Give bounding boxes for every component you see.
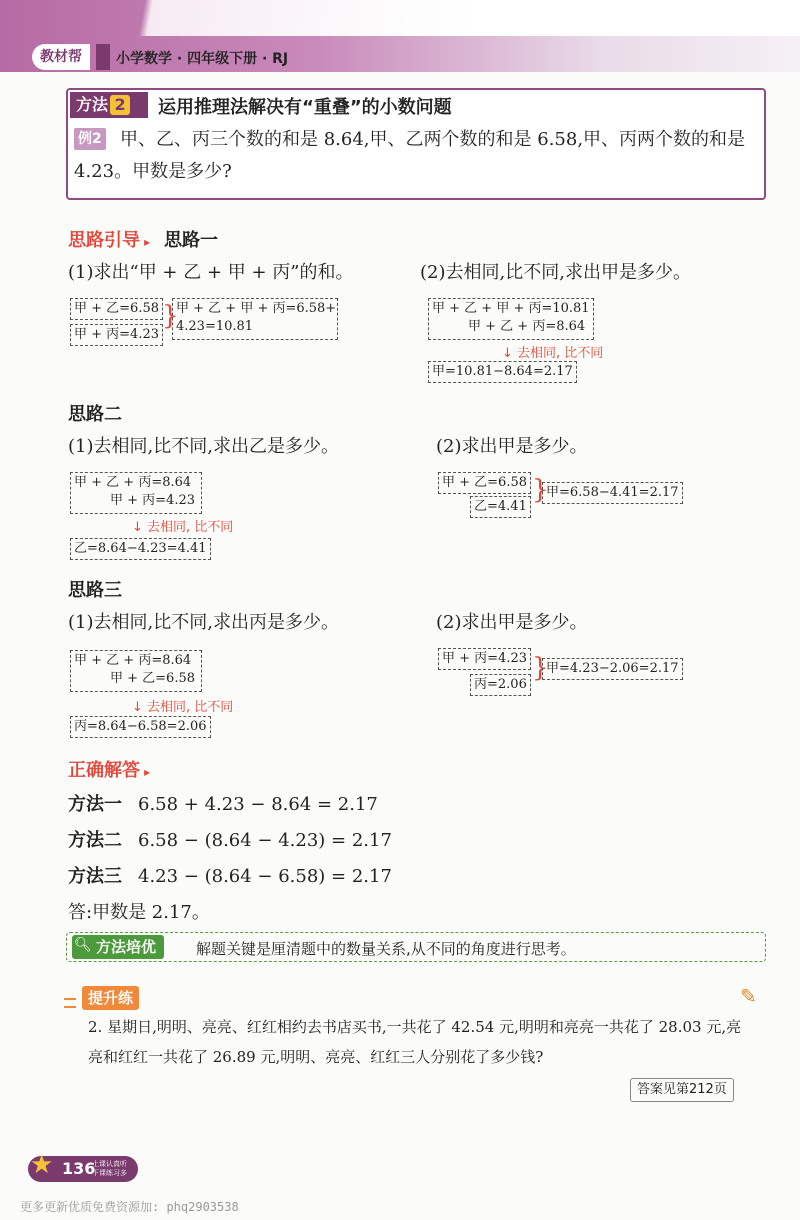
idea1-step2: (2)去相同,比不同,求出甲是多少。 xyxy=(420,262,691,283)
pencil-icon: ✎ xyxy=(740,984,757,1008)
eq-idea3-line2: 甲 + 乙=6.58 xyxy=(110,671,195,686)
method3-label: 方法三 xyxy=(68,866,122,887)
practice-tag: 提升练 xyxy=(82,986,139,1010)
tip-text: 解题关键是厘清题中的数量关系,从不同的角度进行思考。 xyxy=(196,940,576,958)
eq-idea3-final: 甲=4.23−2.06=2.17 xyxy=(542,658,683,680)
eq-idea3-line1: 甲 + 乙 + 丙=8.64 xyxy=(74,653,192,668)
eq-idea1-box xyxy=(428,298,594,340)
eq-idea2-line2: 甲 + 丙=4.23 xyxy=(110,493,195,508)
eq-idea2-line1: 甲 + 乙 + 丙=8.64 xyxy=(74,475,192,490)
method3-expr: 4.23 − (8.64 − 6.58) = 2.17 xyxy=(138,866,392,887)
brace-icon: } xyxy=(162,301,179,331)
footer-watermark: 更多更新优质免费资源加: phq2903538 xyxy=(20,1200,239,1214)
idea2-title: 思路二 xyxy=(68,404,122,425)
idea1-title: 思路一 xyxy=(164,230,218,251)
brace-icon: } xyxy=(532,475,549,505)
eq-idea3-result: 丙=8.64−6.58=2.06 xyxy=(70,716,211,738)
eq-idea3-box xyxy=(70,650,202,692)
eq-idea1-line1: 甲 + 乙 + 甲 + 丙=10.81 xyxy=(432,301,590,316)
down-arrow-icon: ↓ xyxy=(132,520,143,535)
method1-expr: 6.58 + 4.23 − 8.64 = 2.17 xyxy=(138,794,378,815)
magnifier-icon: 🔍︎ xyxy=(74,937,92,953)
tip-tag: 方法培优 xyxy=(72,935,164,959)
page-number: 136 xyxy=(28,1156,138,1182)
idea3-step1: (1)去相同,比不同,求出丙是多少。 xyxy=(68,612,339,633)
example-tag: 例2 xyxy=(74,128,106,150)
example-problem: 甲、乙、丙三个数的和是 8.64,甲、乙两个数的和是 6.58,甲、丙两个数的和是 4.23。甲数是多少? xyxy=(74,129,746,182)
idea3-step2: (2)求出甲是多少。 xyxy=(436,612,588,633)
idea1-note xyxy=(502,342,603,361)
answer-reference: 答案见第212页 xyxy=(630,1078,734,1102)
page-slogan: 上课认真听 下课练习多 xyxy=(92,1160,127,1177)
down-arrow-icon: ↓ xyxy=(132,700,143,715)
solution-method1 xyxy=(68,790,378,816)
eq-idea2-result: 乙=8.64−4.23=4.41 xyxy=(70,538,211,560)
eq-idea3-bing: 丙=2.06 xyxy=(470,674,531,696)
idea2-step2: (2)求出甲是多少。 xyxy=(436,436,588,457)
eq-idea2-jia-yi: 甲 + 乙=6.58 xyxy=(438,472,531,494)
eq-idea2-yi: 乙=4.41 xyxy=(470,496,531,518)
practice-problem: 2. 星期日,明明、亮亮、红红相约去书店买书,一共花了 42.54 元,明明和亮亮一共花了 28.03 元,亮亮和红红一共花了 26.89 元,明明、亮亮、红红三人分别花了多少钱? xyxy=(88,1018,742,1066)
idea1-step1: (1)求出“甲 + 乙 + 甲 + 丙”的和。 xyxy=(68,262,354,283)
idea2-step1: (1)去相同,比不同,求出乙是多少。 xyxy=(68,436,339,457)
triangle-icon: ▸ xyxy=(140,765,151,779)
eq-sum-box xyxy=(172,298,338,340)
method-title: 运用推理法解决有“重叠”的小数问题 xyxy=(158,97,452,118)
solution-method3 xyxy=(68,862,392,888)
down-arrow-icon: ↓ xyxy=(502,346,513,361)
method-tag xyxy=(70,92,148,118)
idea3-note-text: 去相同, 比不同 xyxy=(147,700,234,715)
solution-label xyxy=(68,756,150,782)
idea3-title: 思路三 xyxy=(68,580,122,601)
eq-idea2-final: 甲=6.58−4.41=2.17 xyxy=(542,482,683,504)
idea2-note-text: 去相同, 比不同 xyxy=(147,520,234,535)
triangle-icon: ▸ xyxy=(140,235,151,249)
method1-label: 方法一 xyxy=(68,794,122,815)
eq-idea1-result: 甲=10.81−8.64=2.17 xyxy=(428,361,577,383)
star-icon: ★ xyxy=(30,1150,54,1180)
method2-label: 方法二 xyxy=(68,830,122,851)
solution-label-text: 正确解答 xyxy=(68,760,140,781)
equals-mark-icon xyxy=(64,998,76,1008)
brand-tab xyxy=(96,44,110,70)
header-sheen xyxy=(0,0,800,36)
eq-idea2-box xyxy=(70,472,202,514)
solution-answer: 答:甲数是 2.17。 xyxy=(68,902,210,923)
guide-label-text: 思路引导 xyxy=(68,230,140,251)
method2-expr: 6.58 − (8.64 − 4.23) = 2.17 xyxy=(138,830,392,851)
eq-idea1-line2: 甲 + 乙 + 丙=8.64 xyxy=(468,319,586,334)
eq-idea3-jia-bing: 甲 + 丙=4.23 xyxy=(438,648,531,670)
eq-jia-bing: 甲 + 丙=4.23 xyxy=(70,324,163,346)
book-title: 小学数学 · 四年级下册 · RJ xyxy=(116,51,289,67)
solution-method2 xyxy=(68,826,392,852)
brace-icon: } xyxy=(532,653,549,683)
idea2-note xyxy=(132,516,233,535)
idea1-note-text: 去相同, 比不同 xyxy=(517,346,604,361)
eq-sum-line2: 4.23=10.81 xyxy=(176,319,254,334)
eq-jia-yi: 甲 + 乙=6.58 xyxy=(70,298,163,320)
method-tag-text: 方法 xyxy=(76,95,109,114)
eq-sum-line1: 甲 + 乙 + 甲 + 丙=6.58+ xyxy=(176,301,337,316)
idea3-note xyxy=(132,696,233,715)
guide-label xyxy=(68,226,150,252)
method-number: 2 xyxy=(110,95,130,115)
brand-label: 教材帮 xyxy=(32,44,90,70)
